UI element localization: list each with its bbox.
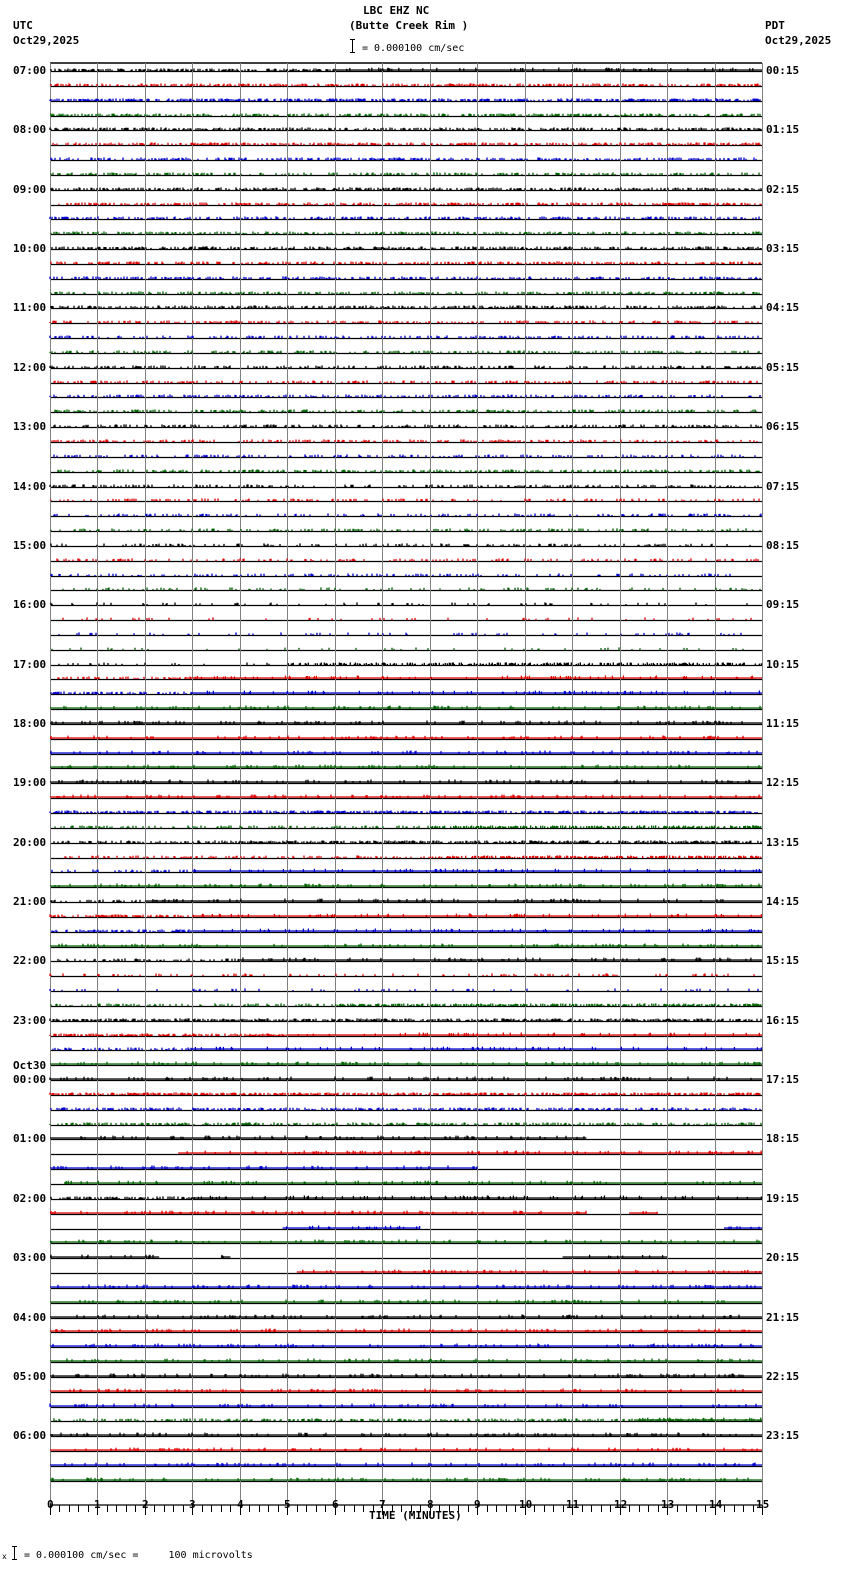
x-tick-label: 14: [709, 1498, 723, 1511]
left-hour-label: 05:00: [13, 1370, 47, 1383]
right-hour-label: 12:15: [766, 776, 800, 789]
x-tick-label: 9: [474, 1498, 481, 1511]
right-hour-label: 01:15: [766, 123, 800, 136]
left-hour-label: 10:00: [13, 242, 47, 255]
left-hour-label: 00:00: [13, 1073, 47, 1086]
right-hour-label: 05:15: [766, 361, 800, 374]
right-hour-label: 03:15: [766, 242, 800, 255]
x-tick-label: 15: [756, 1498, 770, 1511]
right-timezone: PDT: [765, 19, 785, 32]
right-hour-label: 15:15: [766, 954, 800, 967]
left-hour-label: 09:00: [13, 183, 47, 196]
left-hour-label: 20:00: [13, 836, 47, 849]
right-hour-label: 19:15: [766, 1192, 800, 1205]
x-tick-label: 3: [189, 1498, 196, 1511]
right-hour-label: 20:15: [766, 1251, 800, 1264]
left-hour-label: 17:00: [13, 658, 47, 671]
x-tick-label: 0: [47, 1498, 54, 1511]
station-site: (Butte Creek Rim ): [349, 19, 469, 32]
x-tick-label: 1: [94, 1498, 101, 1511]
left-hour-label: 19:00: [13, 776, 47, 789]
footer-scale-bar-icon: [14, 1546, 20, 1560]
left-hour-label: 15:00: [13, 539, 47, 552]
x-tick-label: 11: [566, 1498, 580, 1511]
right-hour-label: 07:15: [766, 480, 800, 493]
left-hour-label: 14:00: [13, 480, 47, 493]
right-hour-label: 14:15: [766, 895, 800, 908]
right-hour-label: 21:15: [766, 1311, 800, 1324]
left-hour-label: 06:00: [13, 1429, 47, 1442]
left-hour-label: 07:00: [13, 64, 47, 77]
left-hour-label: 02:00: [13, 1192, 47, 1205]
left-hour-label: 12:00: [13, 361, 47, 374]
right-hour-label: 13:15: [766, 836, 800, 849]
left-hour-label: 11:00: [13, 301, 47, 314]
x-tick-label: 4: [237, 1498, 244, 1511]
left-hour-label: 03:00: [13, 1251, 47, 1264]
right-date: Oct29,2025: [765, 34, 832, 47]
scale-text: = 0.000100 cm/sec: [362, 43, 465, 54]
left-hour-label: 04:00: [13, 1311, 47, 1324]
x-tick-label: 13: [661, 1498, 675, 1511]
x-tick-label: 12: [614, 1498, 628, 1511]
left-hour-label: 13:00: [13, 420, 47, 433]
right-hour-label: 00:15: [766, 64, 800, 77]
right-hour-label: 10:15: [766, 658, 800, 671]
left-hour-label: 23:00: [13, 1014, 47, 1027]
left-hour-label: 08:00: [13, 123, 47, 136]
left-hour-label: 16:00: [13, 598, 47, 611]
right-hour-label: 18:15: [766, 1132, 800, 1145]
right-hour-label: 16:15: [766, 1014, 800, 1027]
left-hour-label: 01:00: [13, 1132, 47, 1145]
footer-prefix: x: [2, 1552, 7, 1561]
left-date: Oct29,2025: [13, 34, 80, 47]
right-hour-label: 22:15: [766, 1370, 800, 1383]
x-tick-label: 7: [379, 1498, 386, 1511]
right-hour-label: 02:15: [766, 183, 800, 196]
x-tick-label: 10: [519, 1498, 533, 1511]
left-hour-label: 22:00: [13, 954, 47, 967]
right-hour-label: 11:15: [766, 717, 800, 730]
x-tick-label: 5: [284, 1498, 291, 1511]
station-title: LBC EHZ NC: [363, 4, 430, 17]
x-axis-title: TIME (MINUTES): [369, 1509, 462, 1522]
right-hour-label: 23:15: [766, 1429, 800, 1442]
x-tick-label: 8: [427, 1498, 434, 1511]
x-tick-label: 6: [332, 1498, 339, 1511]
right-hour-label: 09:15: [766, 598, 800, 611]
right-hour-label: 06:15: [766, 420, 800, 433]
right-hour-label: 08:15: [766, 539, 800, 552]
x-tick-label: 2: [142, 1498, 149, 1511]
right-hour-label: 04:15: [766, 301, 800, 314]
left-hour-label: 21:00: [13, 895, 47, 908]
left-hour-label: 18:00: [13, 717, 47, 730]
left-date-label: Oct30: [13, 1059, 47, 1072]
left-timezone: UTC: [13, 19, 33, 32]
footer-scale-text: = 0.000100 cm/sec = 100 microvolts: [24, 1550, 253, 1561]
right-hour-label: 17:15: [766, 1073, 800, 1086]
